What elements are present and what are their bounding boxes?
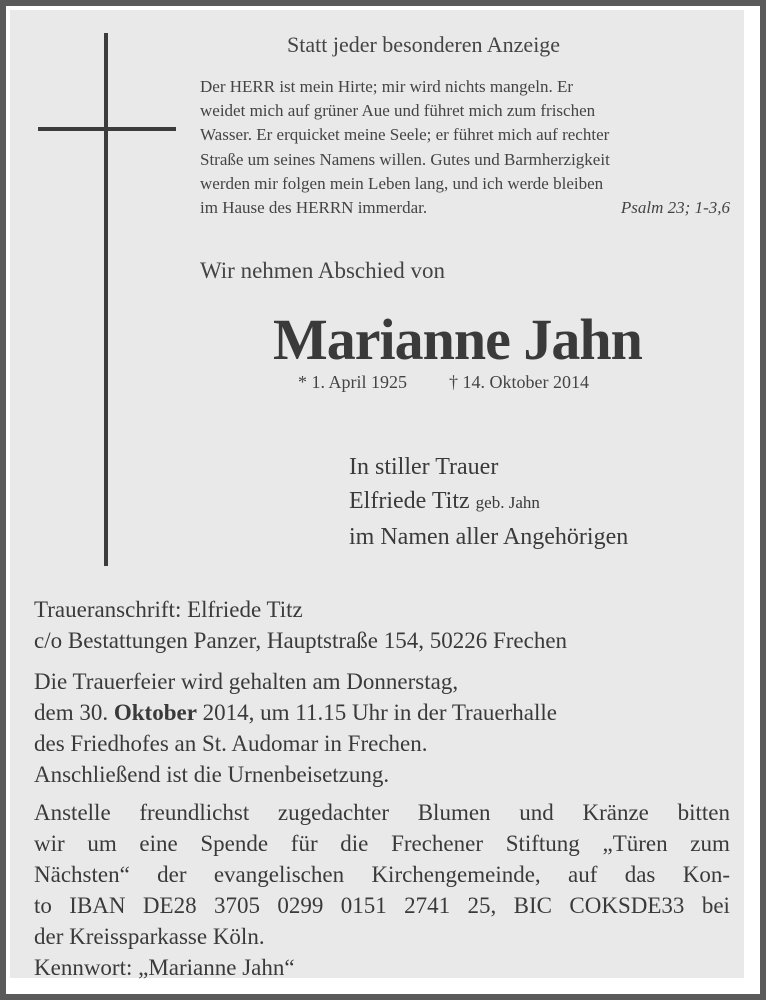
word: Nächsten“ bbox=[34, 862, 130, 887]
donation-line bbox=[34, 890, 730, 921]
farewell-intro: Wir nehmen Abschied von bbox=[200, 258, 445, 283]
psalm-line: Der HERR ist mein Hirte; mir wird nichts mangeln. Er bbox=[200, 77, 573, 96]
word: Spende bbox=[200, 831, 269, 856]
psalm-line: Wasser. Er erquicket meine Seele; er führet mich auf rechter bbox=[200, 125, 610, 145]
word: der bbox=[157, 862, 187, 887]
donation-keyword: Kennwort: „Marianne Jahn“ bbox=[34, 955, 295, 980]
word: das bbox=[624, 862, 656, 887]
word: Blumen bbox=[417, 800, 491, 825]
mourning-address bbox=[34, 594, 567, 656]
word: eine bbox=[139, 831, 178, 856]
address-line: Traueranschrift: Elfriede Titz bbox=[34, 597, 303, 622]
word: BIC bbox=[513, 893, 553, 918]
word: 0299 bbox=[277, 893, 324, 918]
mourner-maiden-name: geb. Jahn bbox=[475, 493, 540, 512]
ceremony-date-post: 2014, um 11.15 Uhr in der Trauerhalle bbox=[196, 700, 557, 725]
psalm-line: im Hause des HERRN immerdar. bbox=[200, 197, 428, 217]
word: die bbox=[340, 831, 369, 856]
word: 25, bbox=[467, 893, 497, 918]
death-date: † 14. Oktober 2014 bbox=[449, 372, 589, 392]
word: wir bbox=[34, 831, 65, 856]
word: bitten bbox=[677, 800, 730, 825]
word: to bbox=[34, 893, 52, 918]
ceremony-line: Anschließend ist die Urnenbeisetzung. bbox=[34, 762, 390, 787]
ceremony-date-line bbox=[34, 697, 557, 728]
word: Kirchengemeinde, bbox=[371, 862, 541, 887]
life-dates bbox=[298, 372, 589, 393]
psalm-quote bbox=[200, 75, 730, 220]
donation-line bbox=[34, 797, 730, 828]
word: DE28 bbox=[142, 893, 197, 918]
word: Stiftung bbox=[505, 831, 580, 856]
mourner-name: Elfriede Titz bbox=[349, 488, 470, 514]
cross-icon-vertical bbox=[104, 33, 108, 566]
psalm-line: weidet mich auf grüner Aue und führet mich zum frischen bbox=[200, 101, 596, 121]
word: und bbox=[519, 800, 554, 825]
deceased-name: Marianne Jahn bbox=[273, 307, 642, 372]
word: bei bbox=[701, 893, 730, 918]
donation-line: der Kreissparkasse Köln. bbox=[34, 924, 265, 949]
word: Frechener bbox=[391, 831, 484, 856]
word: für bbox=[290, 831, 318, 856]
word: 0151 bbox=[340, 893, 387, 918]
birth-date: * 1. April 1925 bbox=[298, 372, 408, 392]
word: Kon- bbox=[682, 862, 730, 887]
word: zugedachter bbox=[277, 800, 390, 825]
psalm-reference: Psalm 23; 1-3,6 bbox=[620, 197, 730, 217]
psalm-last-line bbox=[200, 196, 730, 220]
psalm-line: Straße um seines Namens willen. Gutes und Barmherzigkeit bbox=[200, 149, 610, 169]
word: Anstelle bbox=[34, 800, 111, 825]
ceremony-line: Die Trauerfeier wird gehalten am Donnerstag, bbox=[34, 669, 459, 694]
notice-header: Statt jeder besonderen Anzeige bbox=[287, 32, 561, 57]
word: auf bbox=[568, 862, 598, 887]
word: um bbox=[87, 831, 117, 856]
ceremony-info bbox=[34, 666, 557, 790]
word: IBAN bbox=[69, 893, 126, 918]
psalm-line: werden mir folgen mein Leben lang, und ich werde bleiben bbox=[200, 173, 604, 193]
word: Kränze bbox=[582, 800, 649, 825]
relatives-line: im Namen aller Angehörigen bbox=[349, 524, 629, 550]
mourners-block bbox=[349, 450, 628, 554]
word: freundlichst bbox=[139, 800, 250, 825]
word: zum bbox=[690, 831, 730, 856]
word: „Türen bbox=[602, 831, 668, 856]
ceremony-line: des Friedhofes an St. Audomar in Frechen. bbox=[34, 731, 428, 756]
cross-icon-horizontal bbox=[38, 127, 176, 131]
word: 3705 bbox=[213, 893, 260, 918]
address-line: c/o Bestattungen Panzer, Hauptstraße 154, 50226 Frechen bbox=[34, 628, 568, 653]
donation-line bbox=[34, 859, 730, 890]
ceremony-date-pre: dem 30. bbox=[34, 700, 114, 725]
mourning-line: In stiller Trauer bbox=[349, 454, 499, 480]
ceremony-month: Oktober bbox=[113, 700, 197, 725]
word: 2741 bbox=[404, 893, 451, 918]
word: COKSDE33 bbox=[569, 893, 685, 918]
donation-info bbox=[34, 797, 730, 983]
mourner-name-line bbox=[349, 484, 628, 520]
donation-line bbox=[34, 828, 730, 859]
word: evangelischen bbox=[213, 862, 345, 887]
